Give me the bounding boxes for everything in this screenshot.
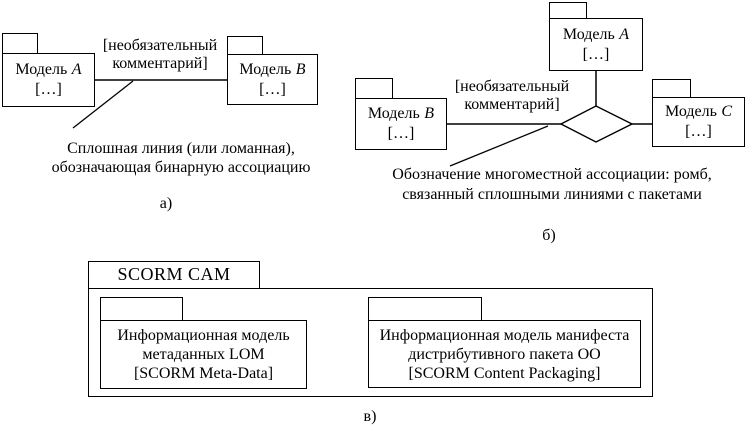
comment-line2: комментарий] bbox=[464, 96, 560, 113]
package-model-b2 bbox=[355, 98, 447, 150]
package-model-b1-tab bbox=[227, 36, 263, 55]
package-contents: […] bbox=[582, 45, 610, 63]
comment-line1: [необязательный bbox=[454, 78, 570, 95]
caption-line1: Сплошная линия (или ломанная), bbox=[67, 140, 295, 157]
package-name: Модель C bbox=[664, 103, 733, 120]
caption-line1: Обозначение многоместной ассоциации: ромб, bbox=[392, 166, 712, 183]
caption-line2: связанный сплошными линиями с пакетами bbox=[402, 186, 702, 203]
subfigure-label-b: б) bbox=[542, 227, 556, 244]
package-model-a1-tab bbox=[2, 33, 38, 54]
package-model-c2-tab bbox=[652, 79, 691, 98]
package-contents: […] bbox=[35, 81, 62, 98]
package-text-line1: Информационная модель манифеста bbox=[379, 326, 630, 344]
package-contents: […] bbox=[685, 123, 712, 140]
package-model-b2-tab bbox=[355, 78, 393, 99]
package-content-packaging-tab bbox=[368, 297, 482, 321]
package-name: Модель A bbox=[15, 61, 82, 78]
package-model-c2 bbox=[652, 97, 745, 147]
package-name: Модель B bbox=[239, 60, 306, 78]
optional-comment-label-b bbox=[448, 78, 576, 114]
package-lom-metadata bbox=[100, 320, 307, 389]
optional-comment-label-a bbox=[93, 37, 227, 73]
package-lom-metadata-tab bbox=[100, 297, 183, 321]
comment-line2: комментарий] bbox=[112, 55, 208, 72]
subfigure-label-c: в) bbox=[363, 408, 377, 425]
package-text-line3: [SCORM Meta-Data] bbox=[133, 365, 274, 382]
caption-line2: обозначающая бинарную ассоциацию bbox=[51, 159, 311, 176]
package-name: Модель B bbox=[367, 105, 435, 122]
callout-line-b bbox=[450, 126, 548, 166]
package-model-a2 bbox=[549, 18, 643, 71]
package-text-line2: дистрибутивного пакета ОО bbox=[408, 345, 601, 363]
package-text-line1: Информационная модель bbox=[117, 327, 290, 344]
package-scorm-cam-title: SCORM CAM bbox=[117, 264, 231, 284]
package-model-b1 bbox=[227, 54, 318, 105]
package-name: Модель A bbox=[562, 25, 630, 43]
package-content-packaging bbox=[368, 320, 641, 388]
package-text-line3: [SCORM Content Packaging] bbox=[408, 364, 601, 382]
caption-binary-association bbox=[18, 139, 344, 177]
package-model-a2-tab bbox=[549, 2, 587, 19]
comment-line1: [необязательный bbox=[102, 37, 218, 54]
package-contents: […] bbox=[387, 125, 415, 142]
caption-nary-association bbox=[356, 165, 748, 205]
package-text-line2: метаданных LOM bbox=[142, 346, 265, 363]
package-model-a1 bbox=[2, 53, 95, 107]
subfigure-label-a: а) bbox=[159, 195, 173, 212]
package-contents: […] bbox=[259, 80, 286, 98]
